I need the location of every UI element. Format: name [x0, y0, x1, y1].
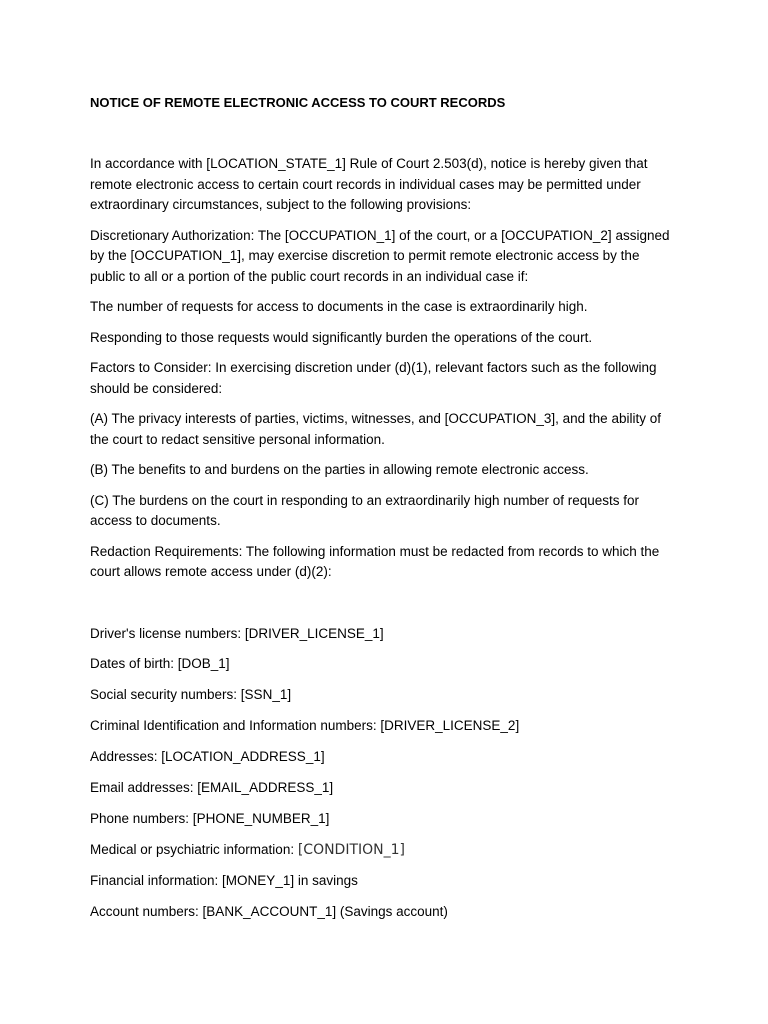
- redaction-item-cii: Criminal Identification and Information numbers: [DRIVER_LICENSE_2]: [90, 718, 520, 734]
- redaction-item-phone: Phone numbers: [PHONE_NUMBER_1]: [90, 810, 330, 826]
- redaction-item-addresses: Addresses: [LOCATION_ADDRESS_1]: [90, 749, 325, 765]
- redaction-requirements-paragraph: Redaction Requirements: The following information must be redacted from records to which the court allows remote access under (d)(2):: [90, 543, 660, 579]
- medical-value: [CONDITION_1]: [297, 841, 406, 858]
- redaction-item-email: Email addresses: [EMAIL_ADDRESS_1]: [90, 779, 334, 795]
- factor-a: (A) The privacy interests of parties, victims, witnesses, and [OCCUPATION_3], and the ability of the court to redact sensitive personal information.: [90, 411, 661, 447]
- redaction-item-drivers-license: Driver's license numbers: [DRIVER_LICENSE_1]: [90, 625, 384, 641]
- medical-label: Medical or psychiatric information:: [90, 841, 298, 857]
- redaction-list: [90, 624, 678, 923]
- redaction-item-dob: Dates of birth: [DOB_1]: [90, 656, 230, 672]
- condition-requests-high: The number of requests for access to documents in the case is extraordinarily high.: [90, 299, 588, 314]
- factor-c: (C) The burdens on the court in responding to an extraordinarily high number of requests for access to documents.: [90, 492, 640, 528]
- discretionary-authorization-paragraph: Discretionary Authorization: The [OCCUPATION_1] of the court, or a [OCCUPATION_2] assigned by the [OCCUPATION_1], may exercise discretion to permit remote electronic access by the public to all or a portion of the public court records in an individual case if:: [90, 227, 670, 284]
- redaction-item-medical: [90, 840, 678, 861]
- section-spacer: [90, 593, 678, 624]
- redaction-item-financial: Financial information: [MONEY_1] in savings: [90, 872, 358, 888]
- factor-b: (B) The benefits to and burdens on the parties in allowing remote electronic access.: [90, 462, 589, 477]
- document-title: NOTICE OF REMOTE ELECTRONIC ACCESS TO COURT RECORDS: [90, 95, 506, 110]
- condition-burden-court: Responding to those requests would significantly burden the operations of the court.: [90, 329, 593, 345]
- factors-paragraph: Factors to Consider: In exercising discretion under (d)(1), relevant factors such as the following should be considered:: [90, 360, 657, 396]
- redaction-item-ssn: Social security numbers: [SSN_1]: [90, 687, 292, 703]
- redaction-item-account: Account numbers: [BANK_ACCOUNT_1] (Savings account): [90, 903, 448, 919]
- intro-paragraph: In accordance with [LOCATION_STATE_1] Rule of Court 2.503(d), notice is hereby given that remote electronic access to certain court records in individual cases may be permitted under extraordinary circumstances, subject to the following provisions:: [90, 156, 648, 212]
